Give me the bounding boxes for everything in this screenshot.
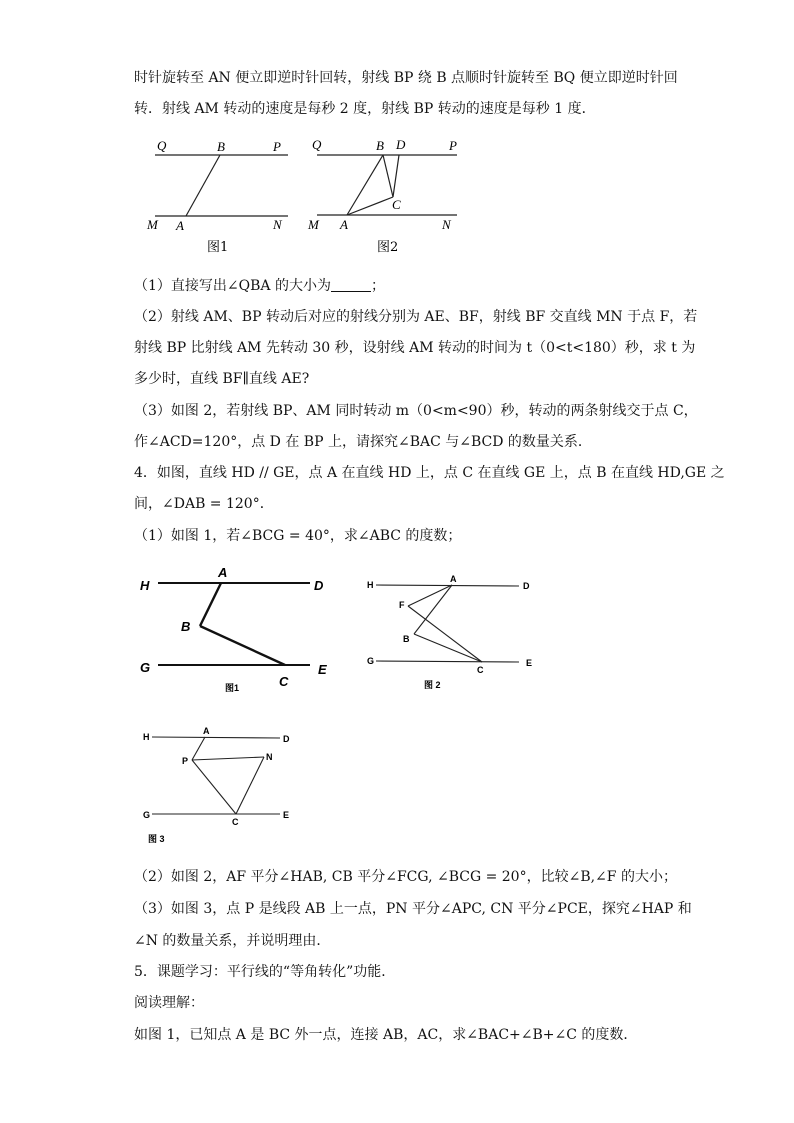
- fig4-label-e: E: [526, 658, 533, 668]
- fig2-label-m: M: [308, 217, 319, 232]
- question-1-end: ；: [370, 278, 385, 294]
- problem-5-question: 如图 1，已知点 A 是 BC 外一点，连接 AB，AC，求∠BAC+∠B+∠C 的度数．: [134, 1027, 638, 1043]
- fig2-label-p: P: [449, 138, 457, 153]
- fig5-label-d: D: [283, 734, 290, 744]
- fig3-label-g: G: [140, 660, 151, 675]
- figure-4-2: [364, 572, 544, 697]
- fig4-label-d: D: [523, 581, 530, 591]
- problem-4-line-1: 4．如图，直线 HD // GE，点 A 在直线 HD 上，点 C 在直线 GE 上，点 B 在直线 HD,GE 之: [134, 465, 725, 481]
- fig4-label-f: F: [399, 600, 405, 610]
- problem-5-title: 5．课题学习：平行线的“等角转化”功能．: [134, 964, 396, 980]
- figure-2: [305, 135, 465, 260]
- figure-4-3: [140, 724, 300, 849]
- text-line-1: 时针旋转至 AN 便立即逆时针回转，射线 BP 绕 B 点顺时针旋转至 BQ 便立即逆时针回: [134, 70, 678, 86]
- fig2-caption: 图2: [377, 240, 399, 255]
- fig1-label-p: P: [273, 139, 281, 154]
- question-2-line-3: 多少时，直线 BF∥直线 AE?: [134, 371, 310, 387]
- problem-4-question-3-line-2: ∠N 的数量关系，并说明理由．: [134, 933, 331, 949]
- fig4-label-c: C: [477, 665, 484, 675]
- fig5-label-p: P: [182, 756, 189, 766]
- fig2-label-n: N: [442, 217, 451, 232]
- fig1-label-a: A: [176, 218, 184, 233]
- fig2-label-q: Q: [312, 137, 322, 152]
- fig1-label-n: N: [273, 217, 282, 232]
- fig5-label-g: G: [143, 810, 151, 820]
- fig1-label-q: Q: [157, 138, 167, 153]
- fig1-label-b: B: [217, 139, 225, 154]
- fig2-label-c: C: [392, 197, 401, 212]
- text-line-2: 转．射线 AM 转动的速度是每秒 2 度，射线 BP 转动的速度是每秒 1 度．: [134, 101, 596, 117]
- fig3-label-d: D: [314, 578, 324, 593]
- figure-4-1: [138, 562, 338, 702]
- fig5-label-c: C: [232, 817, 239, 827]
- answer-blank: [331, 277, 371, 292]
- fig2-label-d: D: [396, 137, 406, 152]
- fig4-label-h: H: [367, 580, 374, 590]
- problem-4-question-1: （1）如图 1，若∠BCG = 40°，求∠ABC 的度数；: [134, 528, 462, 544]
- question-3-line-1: （3）如图 2，若射线 BP、AM 同时转动 m（0<m<90）秒，转动的两条射线交于点 C，: [134, 403, 698, 419]
- fig4-label-a: A: [450, 574, 457, 584]
- question-3-line-2: 作∠ACD=120°，点 D 在 BP 上，请探究∠BAC 与∠BCD 的数量关系．: [134, 434, 592, 450]
- fig5-label-n: N: [266, 752, 273, 762]
- fig3-label-h: H: [140, 578, 150, 593]
- fig1-label-m: M: [147, 217, 158, 232]
- figure-1: [140, 135, 300, 260]
- question-2-line-1: （2）射线 AM、BP 转动后对应的射线分别为 AE、BF，射线 BF 交直线 MN 于点 F，若: [134, 309, 698, 325]
- fig3-label-e: E: [318, 662, 327, 677]
- fig1-caption: 图1: [207, 240, 229, 255]
- problem-4-question-3-line-1: （3）如图 3，点 P 是线段 AB 上一点，PN 平分∠APC, CN 平分∠PCE，探究∠HAP 和: [134, 901, 692, 917]
- fig3-caption: 图1: [225, 683, 240, 693]
- fig5-label-h: H: [143, 732, 150, 742]
- fig4-label-b: B: [403, 634, 410, 644]
- fig5-label-e: E: [283, 810, 290, 820]
- fig3-label-a: A: [218, 565, 228, 580]
- fig4-caption: 图 2: [424, 680, 441, 690]
- fig3-label-b: B: [181, 619, 191, 634]
- problem-4-line-2: 间，∠DAB = 120°．: [134, 496, 274, 512]
- question-1-text: （1）直接写出∠QBA 的大小为: [134, 278, 331, 294]
- fig4-label-g: G: [367, 656, 375, 666]
- fig5-caption: 图 3: [148, 834, 165, 844]
- problem-4-question-2: （2）如图 2，AF 平分∠HAB, CB 平分∠FCG, ∠BCG = 20°，比较∠B,∠F 的大小；: [134, 869, 677, 885]
- fig5-label-a: A: [203, 726, 210, 736]
- question-2-line-2: 射线 BP 比射线 AM 先转动 30 秒，设射线 AM 转动的时间为 t（0<t<180）秒，求 t 为: [134, 340, 696, 356]
- fig3-label-c: C: [279, 674, 289, 689]
- reading-heading: 阅读理解：: [134, 995, 204, 1011]
- question-1: [134, 276, 385, 296]
- fig2-label-a: A: [340, 217, 348, 232]
- fig2-label-b: B: [376, 138, 384, 153]
